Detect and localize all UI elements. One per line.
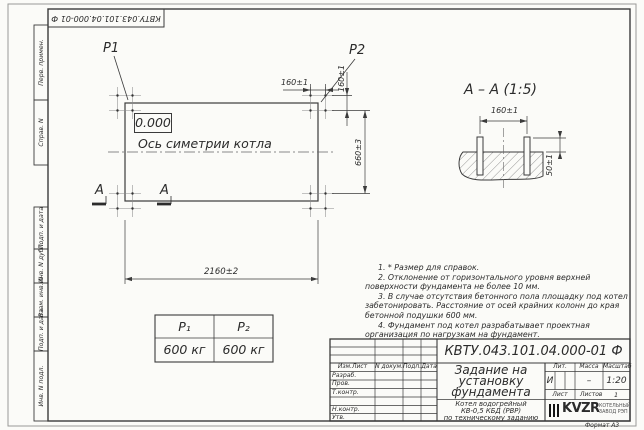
sheets-value: 1 <box>614 390 619 399</box>
kvzr-org-line-2: ЗАВОД РЭП <box>599 410 628 415</box>
margin-field-sprav-n: Справ. N <box>38 118 45 147</box>
flipped-designation: КВТУ.043.101.04.000-01 Ф <box>51 14 161 23</box>
symmetry-axis-label: Ось симетрии котла <box>138 136 272 151</box>
lit-header: Лит. <box>553 363 567 370</box>
elevation-value: 0.000 <box>135 115 171 130</box>
note-2: 2. Отклонение от горизонтального уровня верхней поверхности фундамента не более 10 мм. <box>365 272 591 292</box>
doc-title-line-2: установку <box>458 374 524 388</box>
change-header-n-dokum: N докум. <box>375 363 403 370</box>
margin-field-podp-data-1: Подп. и дата <box>38 206 45 249</box>
elevation-mark-box <box>134 113 172 133</box>
product-line-2: КВ-0,5 КБД (РВР) <box>460 406 522 415</box>
load-table-value-p1: 600 кг <box>163 342 206 357</box>
product-line-1: Котел водогрейный <box>455 399 527 408</box>
scale-header: Масштаб <box>603 363 632 370</box>
section-title: А – А (1:5) <box>464 82 537 98</box>
foundation-plan <box>92 56 370 284</box>
kvzr-org-line-1: КОТЕЛЬНЫЙ <box>599 404 631 409</box>
change-header-izm-list: Изм.Лист <box>337 363 368 370</box>
anchor-bolt-left <box>477 137 483 175</box>
mass-header: Масса <box>579 363 599 370</box>
margin-field-podp-data-2: Подп. и дата <box>38 308 45 351</box>
note-4: 4. Фундамент под котел разрабатывает проектная организация по нагрузкам на фундамент. <box>365 320 590 340</box>
dim-160-vertical: 160±1 <box>337 64 346 92</box>
sign-row-tkontr: Т.контр. <box>332 388 359 396</box>
format-note: Формат А3 <box>585 421 620 429</box>
section-view <box>459 116 566 188</box>
margin-field-inv-podl: Инв. N подл. <box>38 365 45 407</box>
sheets-label: Листов <box>580 390 603 398</box>
dim-2160: 2160±2 <box>204 267 239 277</box>
sheet-label: Лист <box>552 390 568 398</box>
margin-field-vzam-inv: Взам. инв. N <box>38 276 45 317</box>
load-table-value-p2: 600 кг <box>222 342 265 357</box>
plan-dimension-lines <box>125 72 370 284</box>
kvzr-logo-icon <box>549 404 560 417</box>
section-dim-160: 160±1 <box>491 106 519 115</box>
change-header-data: Дата <box>421 363 437 370</box>
technical-notes <box>365 263 631 340</box>
scale-value: 1:20 <box>606 375 627 386</box>
lit-value: И <box>546 375 554 386</box>
p1-leader-line <box>114 56 128 100</box>
anchor-bolt-right <box>524 137 530 175</box>
note-3: 3. В случае отсутствия бетонного пола площадку под котел забетонировать. Расстояние от осей крайних колонн до края бетонной подушки 600 мм. <box>365 291 628 320</box>
section-mark-letter-1: А <box>95 183 104 198</box>
change-header-podp: Подп. <box>403 363 422 370</box>
title-block-designation: КВТУ.043.101.04.000-01 Ф <box>444 344 623 359</box>
note-1: 1. * Размер для справок. <box>378 263 480 272</box>
p1-label: P1 <box>103 41 120 56</box>
sign-row-razrab: Разраб. <box>332 371 357 379</box>
doc-title-line-3: фундамента <box>451 385 531 399</box>
p2-label: P2 <box>349 43 366 58</box>
dim-660: 660±3 <box>354 138 363 166</box>
load-table-header-p1: P₁ <box>178 319 191 334</box>
product-line-3: по техническому заданию <box>443 413 539 422</box>
doc-title-line-1: Задание на <box>454 363 528 377</box>
section-dim-50: 50±1 <box>545 154 554 176</box>
sign-row-utv: Утв. <box>332 413 345 421</box>
kvzr-logo-text: KVZR <box>562 401 600 416</box>
margin-field-inv-dubl: Инв. N дубл. <box>38 242 45 283</box>
mass-value: – <box>586 375 592 386</box>
sign-row-prov: Пров. <box>332 380 350 387</box>
load-table-header-p2: P₂ <box>237 319 250 334</box>
section-mark-letter-2: А <box>160 183 169 198</box>
sign-row-nkontr: Н.контр. <box>332 405 360 413</box>
dim-160-horizontal: 160±1 <box>281 78 309 87</box>
margin-field-perv-primen: Перв. примен. <box>38 39 45 86</box>
